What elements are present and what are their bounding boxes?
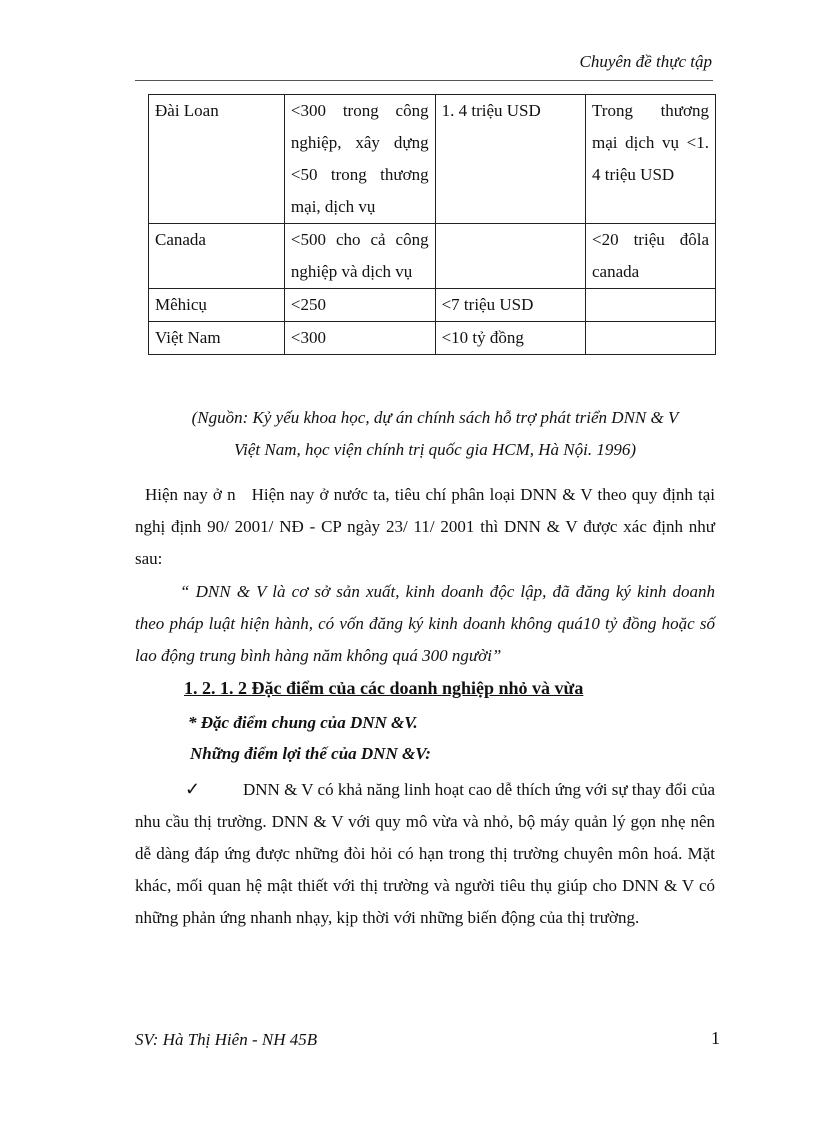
table-cell: <20 triệu đôla canada xyxy=(586,224,716,289)
table-cell: <300 trong công nghiệp, xây dựng <50 trong thương mại, dịch vụ xyxy=(284,95,435,224)
source-citation xyxy=(140,402,730,466)
table-cell: <500 cho cả công nghiệp và dịch vụ xyxy=(284,224,435,289)
table-cell: Mêhicụ xyxy=(149,289,285,322)
intro-text: Hiện nay ở nước ta, tiêu chí phân loại DNN & V theo quy định tại nghị định 90/ 2001/ NĐ - CP ngày 23/ 11/ 2001 thì DNN & V được xác định như sau: xyxy=(135,485,715,568)
table-cell xyxy=(435,224,585,289)
table-cell: Đài Loan xyxy=(149,95,285,224)
table-row xyxy=(149,289,716,322)
table-cell: <10 tỷ đồng xyxy=(435,322,585,355)
footer-author: SV: Hà Thị Hiên - NH 45B xyxy=(135,1030,318,1049)
header-title: Chuyên đề thực tập xyxy=(579,52,712,71)
intro-fragment: Hiện nay ở n xyxy=(145,485,236,504)
definition-quote: “ DNN & V là cơ sở sản xuất, kinh doanh độc lập, đã đăng ký kinh doanh theo pháp luật hiện hành, có vốn đăng ký kinh doanh không quá10 tỷ đồng hoặc số lao động trung bình hàng năm không quá 300 người” xyxy=(135,582,715,665)
table-cell: 1. 4 triệu USD xyxy=(435,95,585,224)
criteria-table xyxy=(148,94,716,355)
table-cell: <300 xyxy=(284,322,435,355)
table-row xyxy=(149,95,716,224)
source-line-2: Việt Nam, học viện chính trị quốc gia HCM, Hà Nội. 1996) xyxy=(234,440,636,459)
page-number: 1 xyxy=(711,1028,720,1048)
table-cell: Việt Nam xyxy=(149,322,285,355)
advantage-paragraph xyxy=(135,773,715,934)
table-cell: Trong thương mại dịch vụ <1. 4 triệu USD xyxy=(586,95,716,224)
table-cell: Canada xyxy=(149,224,285,289)
advantage-text: DNN & V có khả năng linh hoạt cao dễ thích ứng với sự thay đổi của nhu cầu thị trường. DNN & V với quy mô vừa và nhỏ, bộ máy quản lý gọn nhẹ nên dễ dàng đáp ứng được những đòi hỏi có hạn trong thị trường chuyên môn hoá. Mặt khác, mối quan hệ mật thiết với thị trường và người tiêu thụ giúp cho DNN & V có những phản ứng nhanh nhạy, kịp thời với những biến động của thị trường. xyxy=(135,780,715,927)
table-row xyxy=(149,322,716,355)
subheading-advantages: Những điểm lợi thế của DNN &V: xyxy=(190,744,431,763)
table-row xyxy=(149,224,716,289)
source-line-1: (Nguồn: Kỷ yếu khoa học, dự án chính sách hỗ trợ phát triển DNN & V xyxy=(191,408,679,427)
checkmark-icon: ✓ xyxy=(185,779,201,799)
header-divider xyxy=(135,80,713,81)
intro-paragraph xyxy=(135,479,715,575)
subheading-general: * Đặc điểm chung của DNN &V. xyxy=(188,713,418,732)
table-cell: <250 xyxy=(284,289,435,322)
table-cell xyxy=(586,322,716,355)
table-cell xyxy=(586,289,716,322)
section-heading: 1. 2. 1. 2 Đặc điểm của các doanh nghiệp nhỏ và vừa xyxy=(184,678,584,698)
table-cell: <7 triệu USD xyxy=(435,289,585,322)
